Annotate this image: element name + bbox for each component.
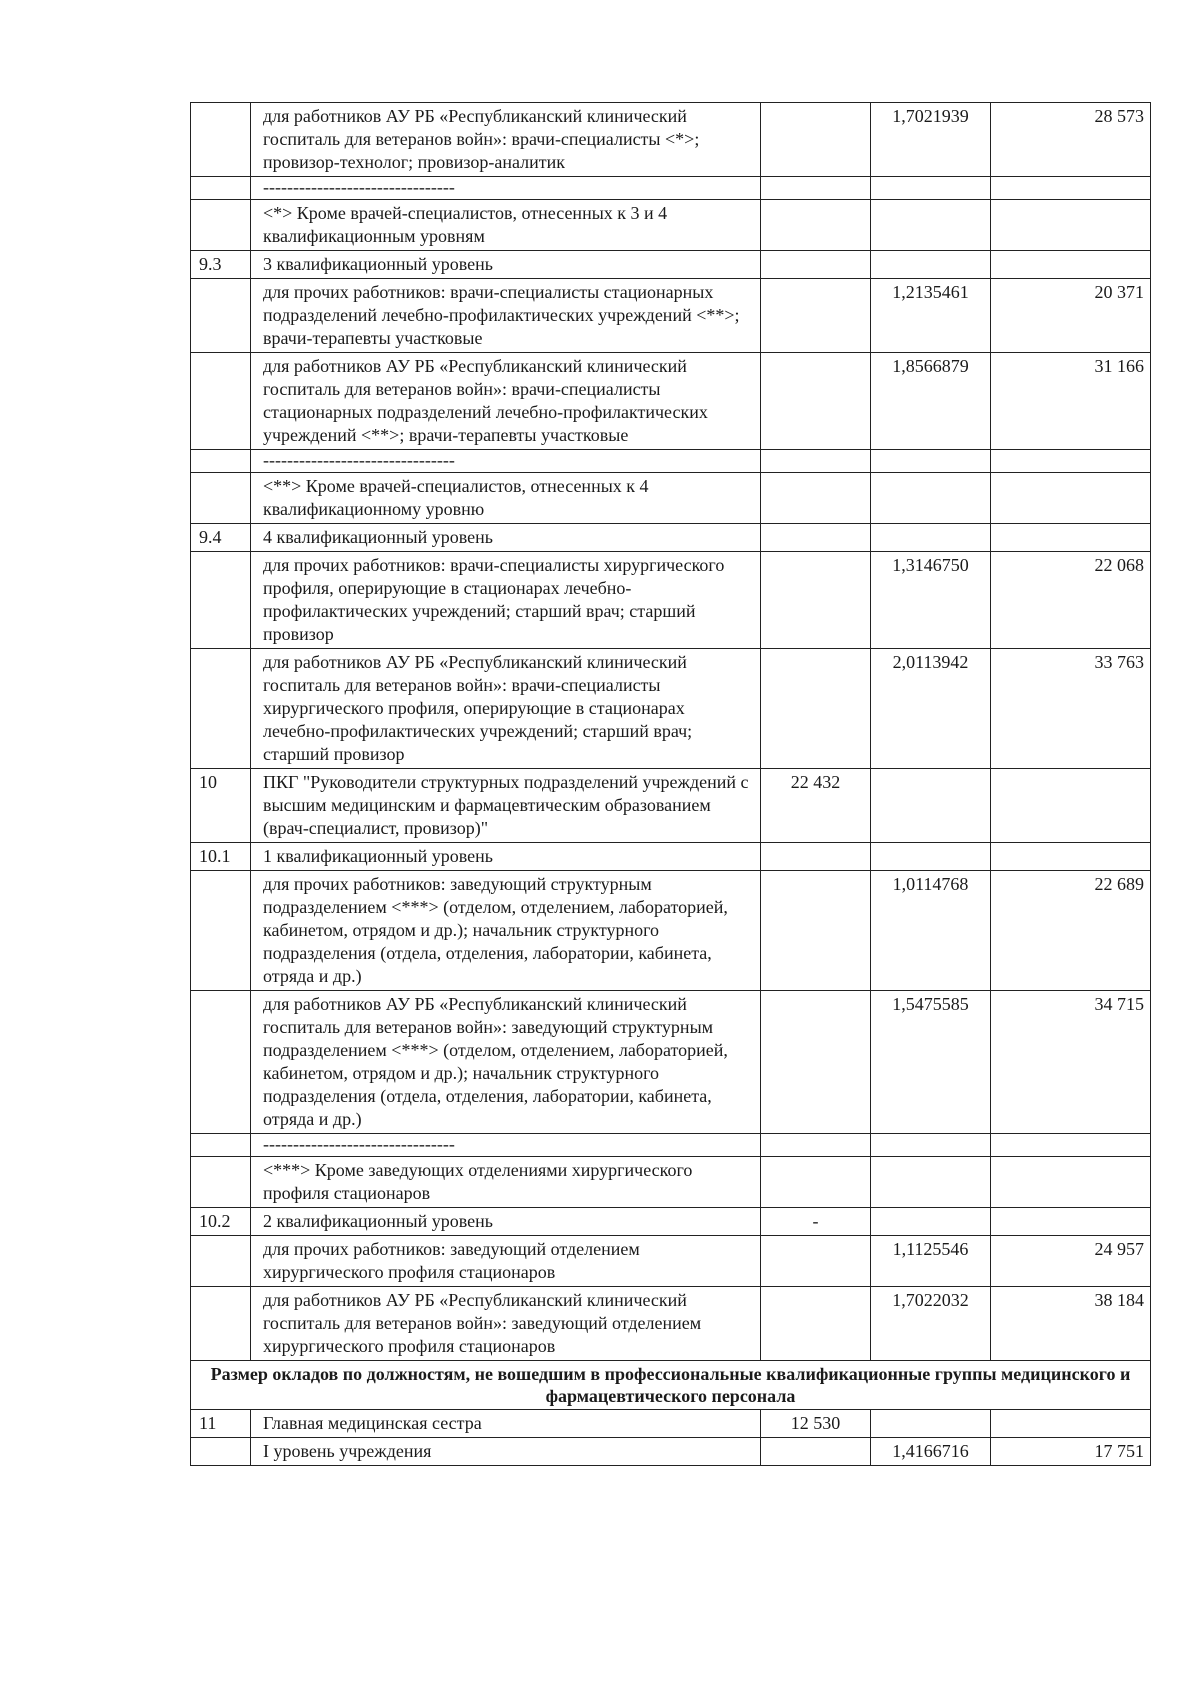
row-salary [991, 450, 1151, 473]
row-description: <**> Кроме врачей-специалистов, отнесенных к 4 квалификационному уровню [251, 473, 761, 524]
row-salary: 20 371 [991, 279, 1151, 353]
row-salary [991, 1208, 1151, 1236]
row-base-salary [761, 871, 871, 991]
row-description: -------------------------------- [251, 450, 761, 473]
row-number [191, 1287, 251, 1361]
row-base-salary [761, 103, 871, 177]
row-base-salary [761, 1438, 871, 1466]
row-number [191, 991, 251, 1134]
row-base-salary [761, 353, 871, 450]
row-coefficient [871, 1208, 991, 1236]
table-row [191, 103, 1151, 177]
row-salary: 31 166 [991, 353, 1151, 450]
row-base-salary: 22 432 [761, 769, 871, 843]
table-row [191, 473, 1151, 524]
row-base-salary [761, 450, 871, 473]
table-row [191, 871, 1151, 991]
row-description: I уровень учреждения [251, 1438, 761, 1466]
row-coefficient: 1,3146750 [871, 552, 991, 649]
row-number [191, 353, 251, 450]
row-number [191, 552, 251, 649]
row-number [191, 103, 251, 177]
row-base-salary [761, 177, 871, 200]
row-number [191, 1157, 251, 1208]
row-coefficient: 1,5475585 [871, 991, 991, 1134]
row-coefficient [871, 177, 991, 200]
row-description: -------------------------------- [251, 1134, 761, 1157]
row-base-salary [761, 843, 871, 871]
row-coefficient [871, 843, 991, 871]
row-salary [991, 1157, 1151, 1208]
row-salary [991, 200, 1151, 251]
row-number [191, 450, 251, 473]
row-description: для работников АУ РБ «Республиканский клинический госпиталь для ветеранов войн»: врачи-специалисты стационарных подразделений лечебно-профилактических учреждений <**>; врачи-терапевты участковые [251, 353, 761, 450]
table-row [191, 524, 1151, 552]
row-coefficient [871, 524, 991, 552]
table-row [191, 1208, 1151, 1236]
table-row [191, 769, 1151, 843]
row-number: 10.2 [191, 1208, 251, 1236]
section-heading: Размер окладов по должностям, не вошедшим в профессиональные квалификационные группы медицинского и фармацевтического персонала [191, 1361, 1151, 1410]
table-row [191, 1287, 1151, 1361]
section-heading-row [191, 1361, 1151, 1410]
row-description: Главная медицинская сестра [251, 1410, 761, 1438]
row-coefficient: 1,8566879 [871, 353, 991, 450]
row-number: 10 [191, 769, 251, 843]
row-coefficient: 1,7021939 [871, 103, 991, 177]
row-salary [991, 473, 1151, 524]
row-salary [991, 251, 1151, 279]
table-row [191, 552, 1151, 649]
row-coefficient [871, 1410, 991, 1438]
row-description: <*> Кроме врачей-специалистов, отнесенных к 3 и 4 квалификационным уровням [251, 200, 761, 251]
row-description: для прочих работников: заведующий отделением хирургического профиля стационаров [251, 1236, 761, 1287]
row-number [191, 1236, 251, 1287]
table-row [191, 251, 1151, 279]
table-row [191, 353, 1151, 450]
row-coefficient: 2,0113942 [871, 649, 991, 769]
table-row [191, 843, 1151, 871]
row-coefficient [871, 200, 991, 251]
row-salary [991, 177, 1151, 200]
row-salary [991, 1134, 1151, 1157]
row-description: ПКГ "Руководители структурных подразделений учреждений с высшим медицинским и фармацевтическим образованием (врач-специалист, провизор)" [251, 769, 761, 843]
row-description: для работников АУ РБ «Республиканский клинический госпиталь для ветеранов войн»: заведующий структурным подразделением <***> (отделом, отделением, лабораторией, кабинетом, отрядом и др.); начальник структурного подразделения (отдела, отделения, лаборатории, кабинета, отряда и др.) [251, 991, 761, 1134]
row-description: 2 квалификационный уровень [251, 1208, 761, 1236]
row-salary: 24 957 [991, 1236, 1151, 1287]
row-number [191, 1134, 251, 1157]
table-row [191, 177, 1151, 200]
row-number: 9.4 [191, 524, 251, 552]
table-row [191, 1134, 1151, 1157]
row-coefficient [871, 769, 991, 843]
table-row [191, 450, 1151, 473]
row-salary: 33 763 [991, 649, 1151, 769]
row-base-salary [761, 1287, 871, 1361]
row-coefficient [871, 1134, 991, 1157]
row-number: 11 [191, 1410, 251, 1438]
row-salary: 22 068 [991, 552, 1151, 649]
table-row [191, 200, 1151, 251]
table-row [191, 991, 1151, 1134]
row-number [191, 871, 251, 991]
row-base-salary [761, 1157, 871, 1208]
row-base-salary [761, 991, 871, 1134]
row-salary: 34 715 [991, 991, 1151, 1134]
row-description: для работников АУ РБ «Республиканский клинический госпиталь для ветеранов войн»: врачи-специалисты <*>; провизор-технолог; провизор-аналитик [251, 103, 761, 177]
table-row [191, 1236, 1151, 1287]
document-page [190, 102, 1150, 1466]
row-salary: 28 573 [991, 103, 1151, 177]
table-row [191, 1410, 1151, 1438]
table-body [191, 103, 1151, 1361]
row-description: для работников АУ РБ «Республиканский клинический госпиталь для ветеранов войн»: заведующий отделением хирургического профиля стационаров [251, 1287, 761, 1361]
row-coefficient: 1,0114768 [871, 871, 991, 991]
row-salary [991, 769, 1151, 843]
row-description: для прочих работников: врачи-специалисты стационарных подразделений лечебно-профилактических учреждений <**>; врачи-терапевты участковые [251, 279, 761, 353]
row-coefficient [871, 450, 991, 473]
row-number [191, 279, 251, 353]
row-coefficient [871, 473, 991, 524]
row-base-salary [761, 473, 871, 524]
row-number [191, 649, 251, 769]
row-description: для работников АУ РБ «Республиканский клинический госпиталь для ветеранов войн»: врачи-специалисты хирургического профиля, оперирующие в стационарах лечебно-профилактических учреждений; старший врач; старший провизор [251, 649, 761, 769]
row-base-salary: - [761, 1208, 871, 1236]
row-number [191, 177, 251, 200]
row-salary: 22 689 [991, 871, 1151, 991]
row-description: 3 квалификационный уровень [251, 251, 761, 279]
row-number [191, 200, 251, 251]
row-coefficient: 1,1125546 [871, 1236, 991, 1287]
table-row [191, 1438, 1151, 1466]
row-base-salary [761, 552, 871, 649]
row-number [191, 1438, 251, 1466]
row-base-salary [761, 1236, 871, 1287]
row-description: -------------------------------- [251, 177, 761, 200]
row-base-salary [761, 524, 871, 552]
row-coefficient [871, 1157, 991, 1208]
row-salary [991, 524, 1151, 552]
table-row [191, 649, 1151, 769]
row-description: 1 квалификационный уровень [251, 843, 761, 871]
row-coefficient: 1,7022032 [871, 1287, 991, 1361]
row-coefficient: 1,4166716 [871, 1438, 991, 1466]
row-base-salary [761, 1134, 871, 1157]
row-description: для прочих работников: заведующий структурным подразделением <***> (отделом, отделением, лабораторией, кабинетом, отрядом и др.); начальник структурного подразделения (отдела, отделения, лаборатории, кабинета, отряда и др.) [251, 871, 761, 991]
row-coefficient [871, 251, 991, 279]
row-salary: 38 184 [991, 1287, 1151, 1361]
row-salary [991, 843, 1151, 871]
row-base-salary: 12 530 [761, 1410, 871, 1438]
row-number [191, 473, 251, 524]
table-body-2 [191, 1410, 1151, 1466]
row-salary [991, 1410, 1151, 1438]
table-row [191, 1157, 1151, 1208]
row-base-salary [761, 251, 871, 279]
row-description: для прочих работников: врачи-специалисты хирургического профиля, оперирующие в стационарах лечебно-профилактических учреждений; старший врач; старший провизор [251, 552, 761, 649]
row-description: <***> Кроме заведующих отделениями хирургического профиля стационаров [251, 1157, 761, 1208]
row-coefficient: 1,2135461 [871, 279, 991, 353]
table-row [191, 279, 1151, 353]
row-base-salary [761, 200, 871, 251]
row-number: 9.3 [191, 251, 251, 279]
row-number: 10.1 [191, 843, 251, 871]
row-base-salary [761, 649, 871, 769]
row-base-salary [761, 279, 871, 353]
row-description: 4 квалификационный уровень [251, 524, 761, 552]
row-salary: 17 751 [991, 1438, 1151, 1466]
salary-table [190, 102, 1151, 1466]
